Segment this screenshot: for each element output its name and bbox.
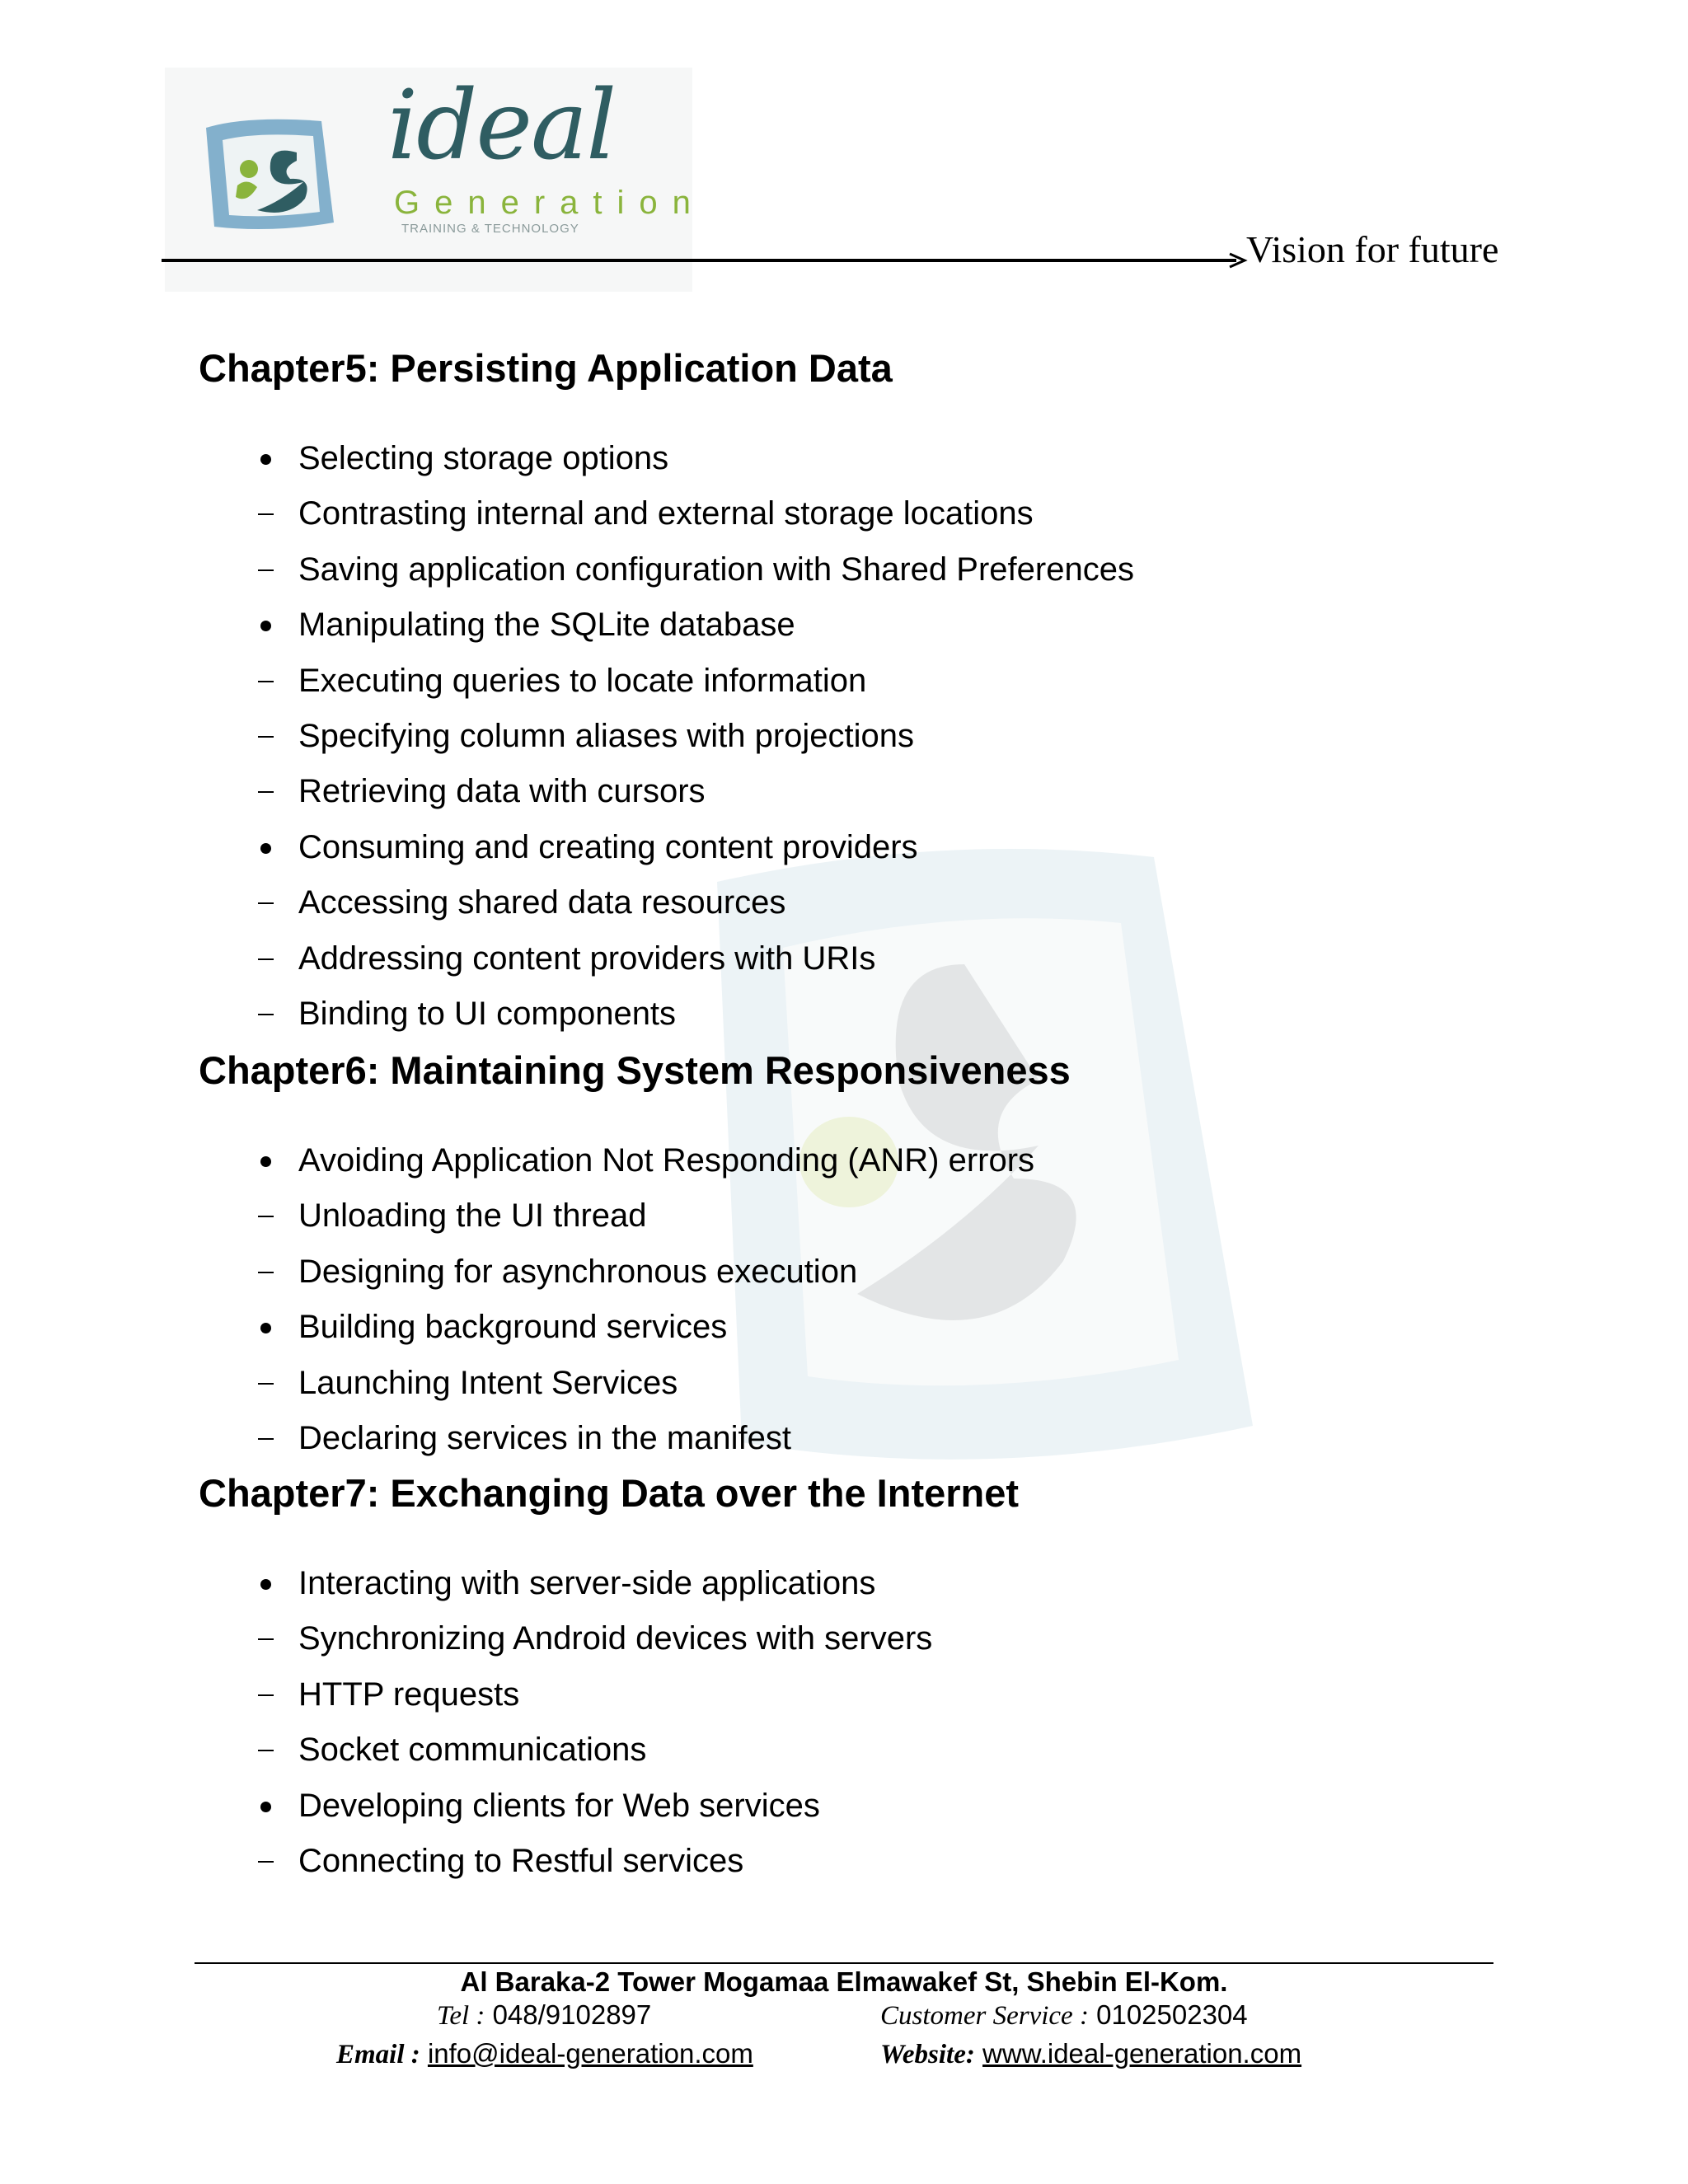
- list-item-text: Unloading the UI thread: [298, 1197, 647, 1234]
- list-item-text: Saving application configuration with Shared Preferences: [298, 551, 1134, 588]
- dash-icon: [252, 1726, 279, 1775]
- list-item-text: Executing queries to locate information: [298, 663, 867, 699]
- list-item-text: Launching Intent Services: [298, 1365, 678, 1401]
- footer-tel: [437, 1999, 651, 2033]
- list-item-text: Accessing shared data resources: [298, 884, 786, 921]
- tel-label: Tel :: [437, 2001, 485, 2031]
- bullet-icon: [252, 1303, 279, 1352]
- logo-word: ideal: [387, 70, 616, 181]
- dash-icon: [252, 990, 279, 1039]
- list-item-text: Declaring services in the manifest: [298, 1420, 792, 1456]
- list-item-text: Connecting to Restful services: [298, 1843, 744, 1879]
- email-label: Email :: [336, 2040, 420, 2069]
- list-item-text: Designing for asynchronous execution: [298, 1254, 858, 1290]
- dash-icon: [252, 712, 279, 762]
- list-item-text: Building background services: [298, 1309, 728, 1345]
- dash-icon: [252, 935, 279, 984]
- chapter-title: Chapter5: Persisting Application Data: [199, 346, 893, 390]
- chapter-title: Chapter7: Exchanging Data over the Internet: [199, 1471, 1020, 1515]
- dash-icon: [252, 879, 279, 928]
- dash-icon: [252, 1192, 279, 1241]
- dash-icon: [252, 546, 279, 595]
- bullet-icon: [252, 1782, 279, 1831]
- dash-icon: [252, 1414, 279, 1464]
- dash-icon: [252, 490, 279, 539]
- bullet-icon: [252, 1559, 279, 1609]
- logo-tagline: TRAINING & TECHNOLOGY: [401, 222, 579, 236]
- list-item-text: Contrasting internal and external storage locations: [298, 495, 1034, 532]
- dash-icon: [252, 767, 279, 817]
- footer-address: Al Baraka-2 Tower Mogamaa Elmawakef St, Shebin El-Kom.: [460, 1966, 1228, 1997]
- list-item-text: Addressing content providers with URIs: [298, 940, 876, 977]
- dash-icon: [252, 1359, 279, 1408]
- slogan: Vision for future: [1246, 228, 1499, 270]
- ig-logo-icon: [198, 111, 338, 235]
- customer-service-value: 0102502304: [1096, 1999, 1248, 2030]
- list-item-text: Avoiding Application Not Responding (ANR) errors: [298, 1142, 1035, 1179]
- footer-website: [880, 2037, 1301, 2072]
- dash-icon: [252, 1837, 279, 1886]
- dash-icon: [252, 1615, 279, 1664]
- list-item-text: Selecting storage options: [298, 440, 669, 476]
- list-item-text: Binding to UI components: [298, 996, 677, 1032]
- bullet-icon: [252, 823, 279, 873]
- website-label: Website:: [880, 2040, 975, 2069]
- list-item-text: Interacting with server-side applications: [298, 1565, 876, 1601]
- dash-icon: [252, 657, 279, 706]
- list-item-text: Synchronizing Android devices with servers: [298, 1620, 933, 1657]
- website-link[interactable]: www.ideal-generation.com: [982, 2038, 1302, 2069]
- list-item-text: HTTP requests: [298, 1676, 520, 1713]
- list-item-text: Manipulating the SQLite database: [298, 607, 795, 643]
- list-item-text: Specifying column aliases with projections: [298, 718, 915, 754]
- email-link[interactable]: info@ideal-generation.com: [427, 2038, 753, 2069]
- footer-customer-service: [880, 1999, 1248, 2033]
- list-item-text: Consuming and creating content providers: [298, 829, 918, 865]
- logo-generation: Generation: [394, 185, 706, 221]
- arrow-right-icon: [1228, 251, 1248, 270]
- chapter-title: Chapter6: Maintaining System Responsiveness: [199, 1048, 1071, 1092]
- bullet-icon: [252, 434, 279, 484]
- bullet-icon: [252, 601, 279, 650]
- dash-icon: [252, 1671, 279, 1720]
- tel-value: 048/9102897: [492, 1999, 652, 2030]
- dash-icon: [252, 1248, 279, 1297]
- list-item-text: Retrieving data with cursors: [298, 773, 706, 809]
- footer-email: [336, 2037, 753, 2072]
- header-divider: [162, 259, 1236, 262]
- customer-service-label: Customer Service :: [880, 2001, 1089, 2031]
- list-item-text: Socket communications: [298, 1732, 647, 1768]
- list-item-text: Developing clients for Web services: [298, 1788, 820, 1824]
- bullet-icon: [252, 1137, 279, 1186]
- footer-divider: [195, 1962, 1493, 1964]
